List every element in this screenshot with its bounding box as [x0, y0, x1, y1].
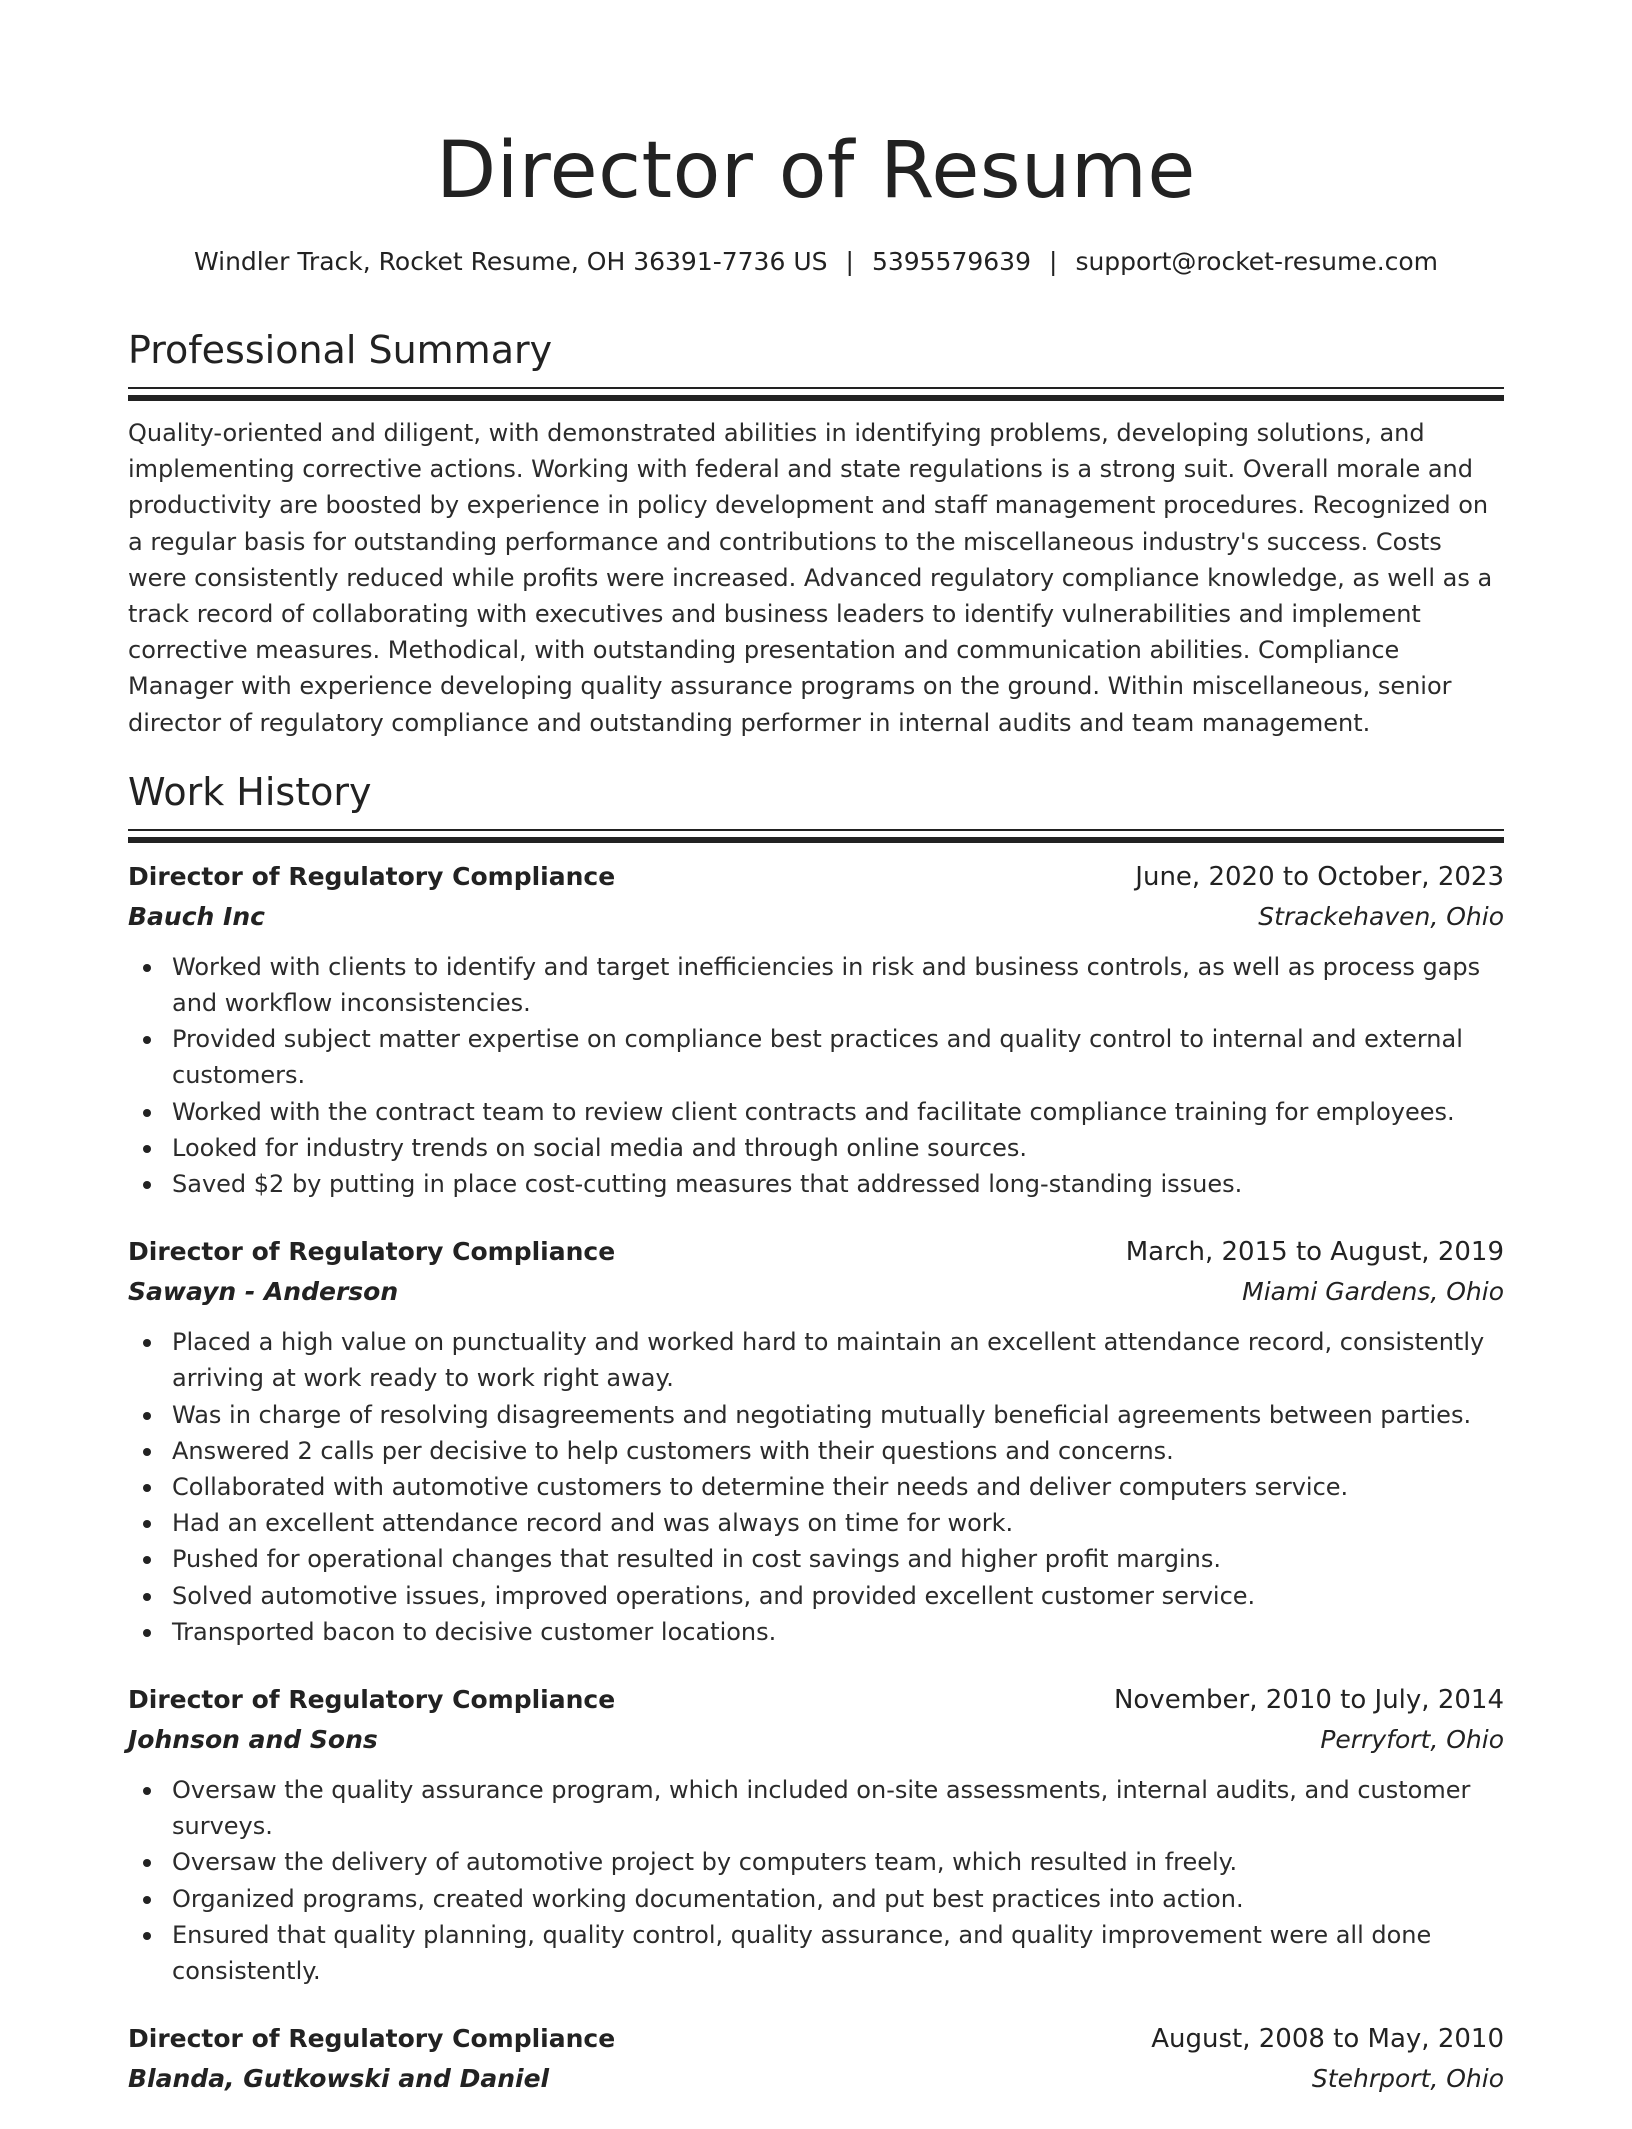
job-subheader-row	[128, 1272, 1504, 1312]
contact-phone: 5395579639	[871, 247, 1031, 276]
job-bullet: Organized programs, created working documentation, and put best practices into action.	[128, 1881, 1504, 1917]
job-company: Bauch Inc	[128, 901, 265, 931]
job-entry	[128, 2019, 1504, 2099]
job-title: Director of Regulatory Compliance	[128, 1685, 616, 1715]
job-bullet: Pushed for operational changes that resulted in cost savings and higher profit margins.	[128, 1541, 1504, 1577]
job-bullet: Worked with clients to identify and target inefficiencies in risk and business controls, as well as process gaps and workflow inconsistencies.	[128, 949, 1504, 1021]
job-bullet: Ensured that quality planning, quality control, quality assurance, and quality improvement were all done consistently.	[128, 1917, 1504, 1989]
section-divider	[128, 829, 1504, 831]
work-history-section	[128, 769, 1504, 2099]
job-bullet: Oversaw the delivery of automotive project by computers team, which resulted in freely.	[128, 1844, 1504, 1880]
job-bullet: Had an excellent attendance record and was always on time for work.	[128, 1505, 1504, 1541]
section-heading-work: Work History	[128, 769, 372, 814]
job-bullet: Provided subject matter expertise on compliance best practices and quality control to internal and external customers.	[128, 1021, 1504, 1093]
job-company: Johnson and Sons	[128, 1725, 378, 1755]
summary-text: Quality-oriented and diligent, with demonstrated abilities in identifying problems, developing solutions, and implementing corrective actions. Working with federal and state regulations is a strong suit. Overall morale and productivity are boosted by experience in policy development and staff management procedures. Recognized on a regular basis for outstanding performance and contributions to the miscellaneous industry's success. Costs were consistently reduced while profits were increased. Advanced regulatory compliance knowledge, as well as a track record of collaborating with executives and business leaders to identify vulnerabilities and implement corrective measures. Methodical, with outstanding presentation and communication abilities. Compliance Manager with experience developing quality assurance programs on the ground. Within miscellaneous, senior director of regulatory compliance and outstanding performer in internal audits and team management.	[128, 419, 1493, 737]
job-header-row	[128, 2019, 1504, 2059]
job-title: Director of Regulatory Compliance	[128, 1237, 616, 1267]
job-subheader-row	[128, 897, 1504, 937]
job-bullet-list	[128, 1324, 1504, 1650]
section-heading-summary: Professional Summary	[128, 328, 553, 372]
job-subheader-row	[128, 2059, 1504, 2099]
job-location: Stehrport, Ohio	[1311, 2064, 1504, 2094]
job-header-row	[128, 1680, 1504, 1720]
job-bullet: Saved $2 by putting in place cost-cutting measures that addressed long-standing issues.	[128, 1166, 1504, 1202]
contact-address: Windler Track, Rocket Resume, OH 36391-7736 US	[193, 247, 828, 276]
job-bullet: Answered 2 calls per decisive to help customers with their questions and concerns.	[128, 1433, 1504, 1469]
job-dates: June, 2020 to October, 2023	[1135, 861, 1504, 892]
job-entry	[128, 1680, 1504, 1989]
job-title: Director of Regulatory Compliance	[128, 2024, 616, 2054]
section-divider	[128, 387, 1504, 389]
job-bullet: Solved automotive issues, improved operations, and provided excellent customer service.	[128, 1578, 1504, 1614]
job-bullet: Worked with the contract team to review client contracts and facilitate compliance training for employees.	[128, 1094, 1504, 1130]
job-list	[128, 857, 1504, 2099]
professional-summary-section	[128, 327, 1504, 741]
job-header-row	[128, 1232, 1504, 1272]
job-header-row	[128, 857, 1504, 897]
job-entry	[128, 857, 1504, 1202]
job-bullet: Was in charge of resolving disagreements and negotiating mutually beneficial agreements between parties.	[128, 1397, 1504, 1433]
job-bullet: Transported bacon to decisive customer locations.	[128, 1614, 1504, 1650]
job-title: Director of Regulatory Compliance	[128, 861, 616, 891]
job-bullet: Looked for industry trends on social media and through online sources.	[128, 1130, 1504, 1166]
job-bullet: Collaborated with automotive customers to determine their needs and deliver computers service.	[128, 1469, 1504, 1505]
contact-separator: |	[845, 247, 854, 276]
job-dates: November, 2010 to July, 2014	[1113, 1685, 1504, 1716]
job-location: Miami Gardens, Ohio	[1242, 1277, 1504, 1307]
contact-email: support@rocket-resume.com	[1075, 247, 1439, 276]
job-company: Blanda, Gutkowski and Daniel	[128, 2064, 550, 2094]
contact-separator: |	[1049, 247, 1058, 276]
job-bullet-list	[128, 1772, 1504, 1989]
job-subheader-row	[128, 1720, 1504, 1760]
job-dates: March, 2015 to August, 2019	[1125, 1237, 1504, 1268]
job-company: Sawayn - Anderson	[128, 1277, 399, 1307]
job-location: Perryfort, Ohio	[1320, 1725, 1504, 1755]
job-bullet-list	[128, 949, 1504, 1202]
resume-page	[128, 0, 1504, 2129]
job-location: Strackehaven, Ohio	[1258, 901, 1504, 931]
job-dates: August, 2008 to May, 2010	[1151, 2024, 1504, 2055]
job-bullet: Oversaw the quality assurance program, which included on-site assessments, internal audits, and customer surveys.	[128, 1772, 1504, 1844]
job-bullet: Placed a high value on punctuality and worked hard to maintain an excellent attendance record, consistently arriving at work ready to work right away.	[128, 1324, 1504, 1396]
resume-name: Director of Resume	[436, 126, 1196, 216]
contact-line	[128, 245, 1504, 279]
job-entry	[128, 1232, 1504, 1650]
